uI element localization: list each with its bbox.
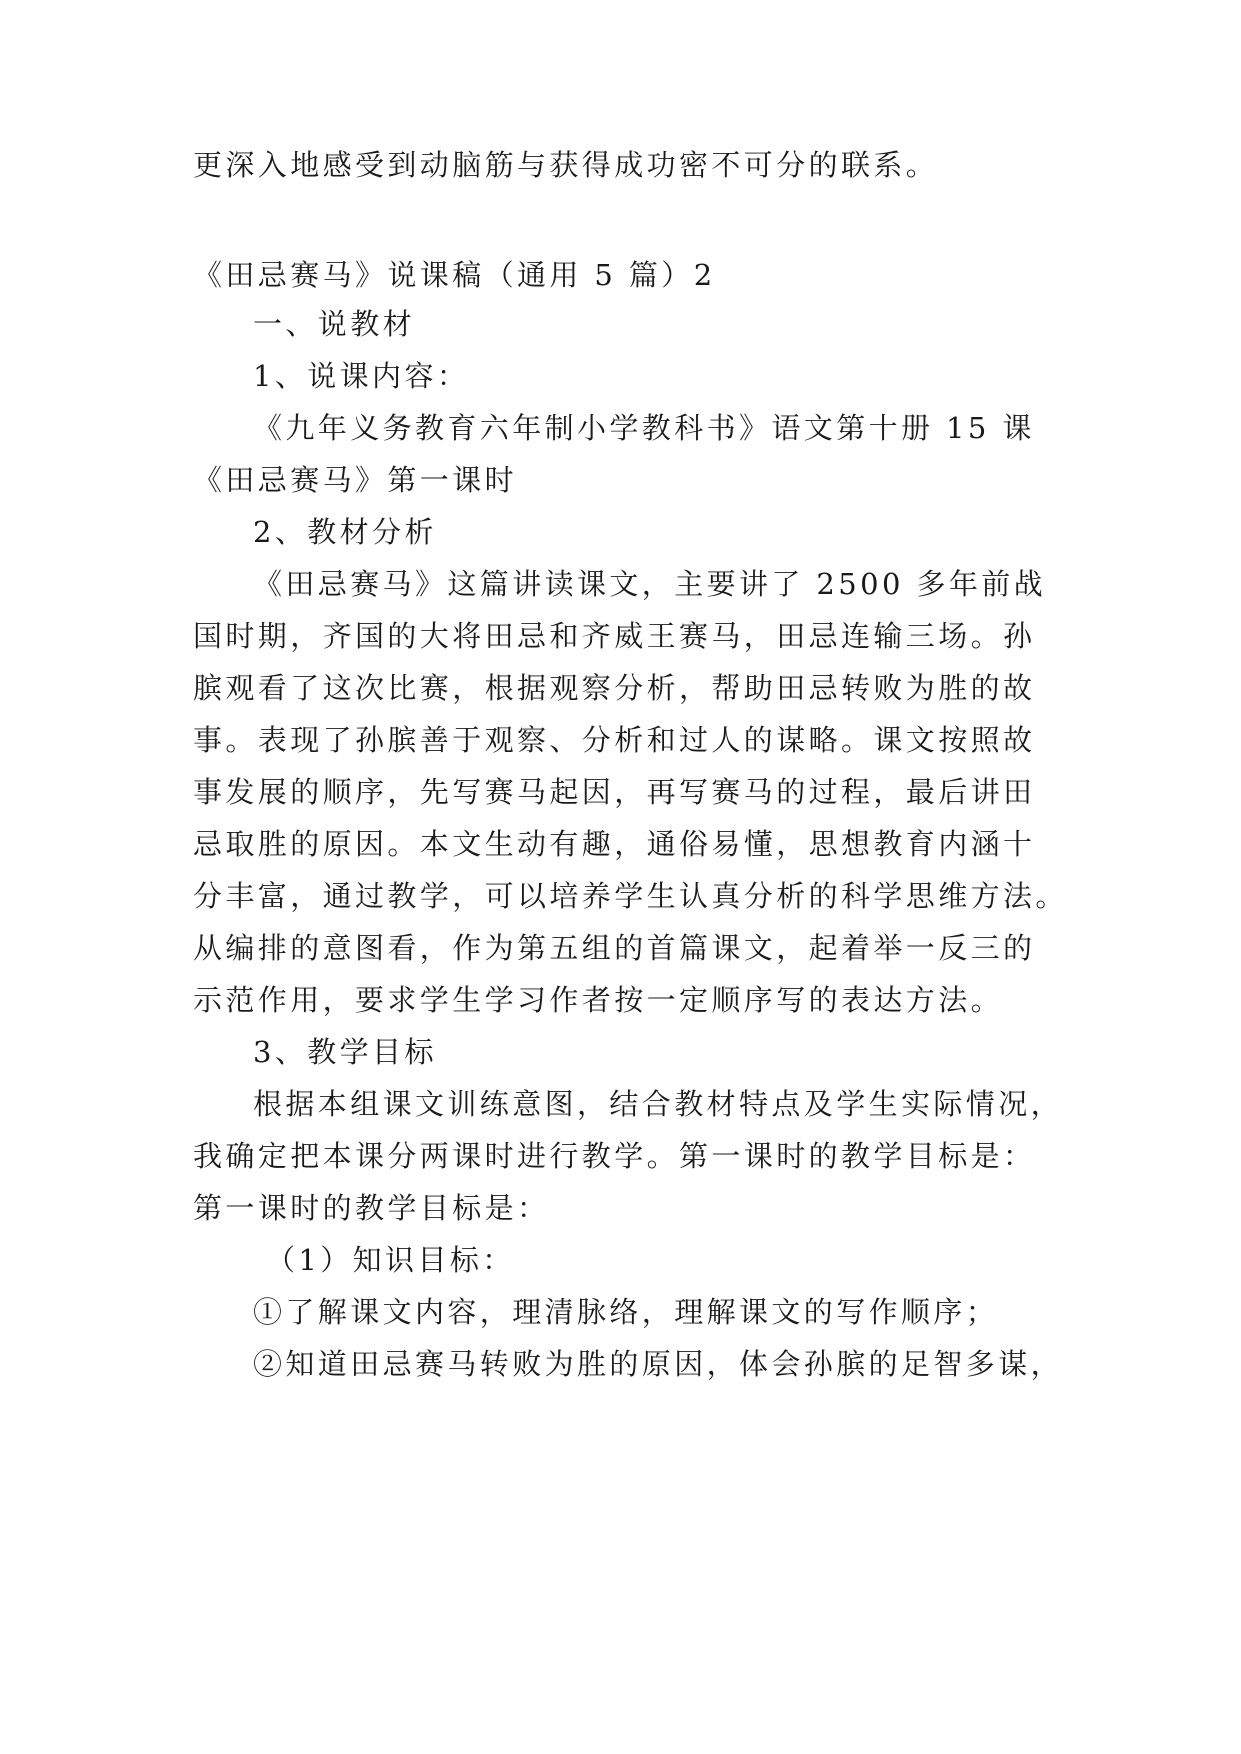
paragraph-line: 第一课时的教学目标是： [193,1191,550,1225]
heading-level-2: 3、教学目标 [253,1035,437,1069]
list-item: ②知道田忌赛马转败为胜的原因，体会孙膑的足智多谋， [253,1347,1064,1381]
list-item: ①了解课文内容，理清脉络，理解课文的写作顺序； [253,1295,999,1329]
paragraph-line: 膑观看了这次比赛，根据观察分析，帮助田忌转败为胜的故 [193,671,1036,705]
paragraph-line: 国时期，齐国的大将田忌和齐威王赛马，田忌连输三场。孙 [193,619,1036,653]
paragraph-line: 《田忌赛马》第一课时 [193,463,518,497]
paragraph-line: 我确定把本课分两课时进行教学。第一课时的教学目标是： [193,1139,1036,1173]
paragraph-line: 更深入地感受到动脑筋与获得成功密不可分的联系。 [193,148,939,182]
heading-level-3: （1）知识目标： [266,1243,515,1277]
heading-level-2: 2、教材分析 [253,515,437,549]
paragraph-line: 忌取胜的原因。本文生动有趣，通俗易懂，思想教育内涵十 [193,827,1036,861]
section-heading: 《田忌赛马》说课稿（通用 5 篇）2 [193,258,716,292]
paragraph-line: 事。表现了孙膑善于观察、分析和过人的谋略。课文按照故 [193,723,1036,757]
heading-level-2: 1、说课内容： [253,359,470,393]
paragraph-line: 从编排的意图看，作为第五组的首篇课文，起着举一反三的 [193,931,1036,965]
paragraph-line: 《九年义务教育六年制小学教科书》语文第十册 15 课 [253,411,1035,445]
heading-level-1: 一、说教材 [253,307,416,341]
paragraph-line: 根据本组课文训练意图，结合教材特点及学生实际情况， [253,1087,1064,1121]
paragraph-line: 事发展的顺序，先写赛马起因，再写赛马的过程，最后讲田 [193,775,1036,809]
paragraph-line: 分丰富，通过教学，可以培养学生认真分析的科学思维方法。 [193,879,1068,913]
paragraph-line: 示范作用，要求学生学习作者按一定顺序写的表达方法。 [193,983,1004,1017]
paragraph-line: 《田忌赛马》这篇讲读课文，主要讲了 2500 多年前战 [253,567,1047,601]
